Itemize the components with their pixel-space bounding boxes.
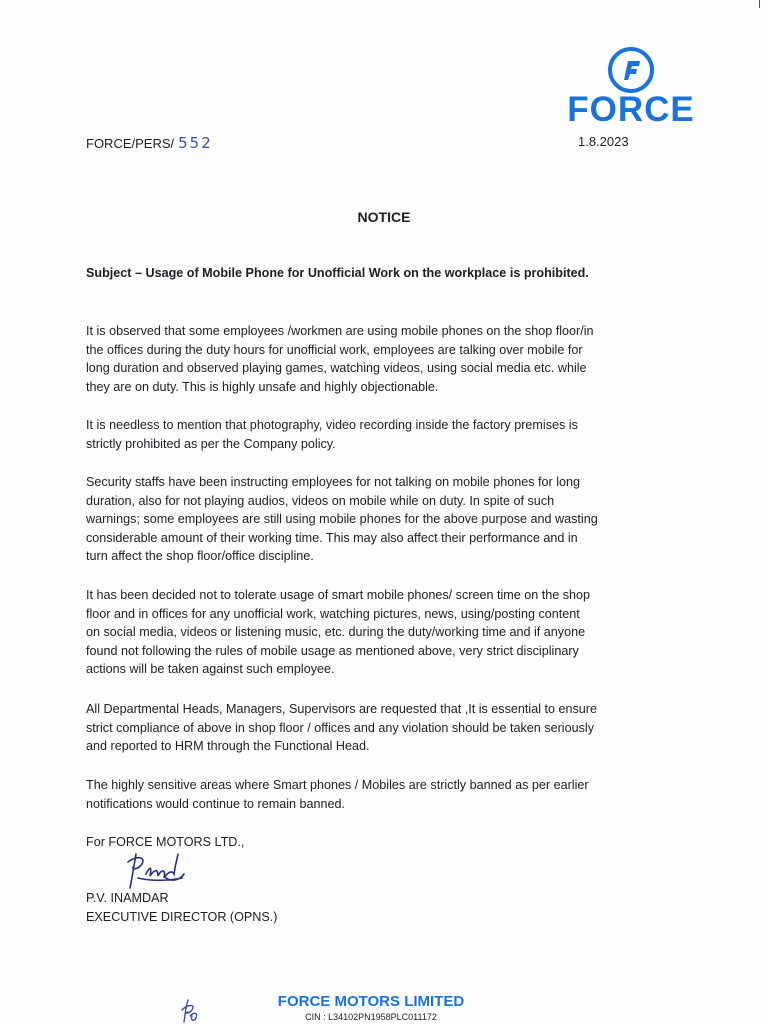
body-line: The highly sensitive areas where Smart phones / Mobiles are strictly banned as per earlier bbox=[86, 778, 589, 792]
body-line: on social media, videos or listening music, etc. during the duty/working time and if anyone bbox=[86, 625, 586, 640]
body-line: floor and in offices for any unofficial work, watching pictures, news, using/posting content bbox=[86, 606, 580, 621]
body-line: actions will be taken against such employee. bbox=[86, 662, 335, 677]
body-line: they are on duty. This is highly unsafe and highly objectionable. bbox=[86, 379, 439, 394]
body-line: and reported to HRM through the Functional Head. bbox=[86, 739, 370, 754]
body-paragraph bbox=[86, 776, 658, 813]
logo-wordmark: FORCE bbox=[567, 90, 695, 129]
body-line: the offices during the duty hours for unofficial work, employees are talking over mobile for bbox=[86, 342, 583, 357]
signer-title: EXECUTIVE DIRECTOR (OPNS.) bbox=[86, 910, 278, 924]
body-paragraph bbox=[86, 322, 658, 396]
body-line: strict compliance of above in shop floor / offices and any violation should be taken seriously bbox=[86, 720, 595, 735]
body-line: warnings; some employees are still using mobile phones for the above purpose and wasting bbox=[86, 512, 598, 527]
notice-date: 1.8.2023 bbox=[578, 134, 629, 149]
body-paragraph bbox=[86, 700, 658, 756]
notice-title: NOTICE bbox=[357, 209, 411, 225]
body-line: strictly prohibited as per the Company policy. bbox=[86, 436, 336, 451]
body-line: turn affect the shop floor/office discipline. bbox=[86, 549, 314, 564]
signer-name: P.V. INAMDAR bbox=[86, 891, 169, 905]
body-line: It has been decided not to tolerate usage of smart mobile phones/ screen time on the shop bbox=[86, 588, 591, 602]
force-logo bbox=[556, 46, 706, 128]
body-line: notifications would continue to remain banned. bbox=[86, 796, 346, 811]
body-line: long duration and observed playing games, watching videos, using social media etc. while bbox=[86, 361, 587, 376]
force-emblem-icon bbox=[607, 46, 655, 94]
reference-number bbox=[86, 134, 213, 152]
scan-edge-mark bbox=[759, 0, 760, 8]
reference-handwritten-number: 552 bbox=[178, 134, 213, 152]
body-line: It is observed that some employees /workmen are using mobile phones on the shop floor/in bbox=[86, 324, 594, 338]
body-paragraph bbox=[86, 416, 658, 453]
body-line: All Departmental Heads, Managers, Supervisors are requested that ,It is essential to ensure bbox=[86, 702, 598, 716]
body-paragraph bbox=[86, 473, 658, 566]
body-line: duration, also for not playing audios, videos on mobile while on duty. In spite of such bbox=[86, 493, 555, 508]
body-line: considerable amount of their working time. This may also affect their performance and in bbox=[86, 530, 578, 545]
footer-company-name: FORCE MOTORS LIMITED bbox=[277, 993, 465, 1010]
footer-cin: CIN : L34102PN1958PLC011172 bbox=[305, 1012, 437, 1022]
signature-image bbox=[116, 848, 196, 894]
body-line: It is needless to mention that photography, video recording inside the factory premises is bbox=[86, 418, 578, 432]
signoff: For FORCE MOTORS LTD., bbox=[86, 835, 245, 849]
notice-subject: Subject – Usage of Mobile Phone for Unofficial Work on the workplace is prohibited. bbox=[86, 266, 589, 280]
reference-prefix: FORCE/PERS/ bbox=[86, 136, 175, 151]
body-paragraph bbox=[86, 586, 658, 679]
body-line: found not following the rules of mobile usage as mentioned above, very strict disciplinary bbox=[86, 643, 579, 658]
body-line: Security staffs have been instructing employees for not talking on mobile phones for long bbox=[86, 475, 581, 489]
